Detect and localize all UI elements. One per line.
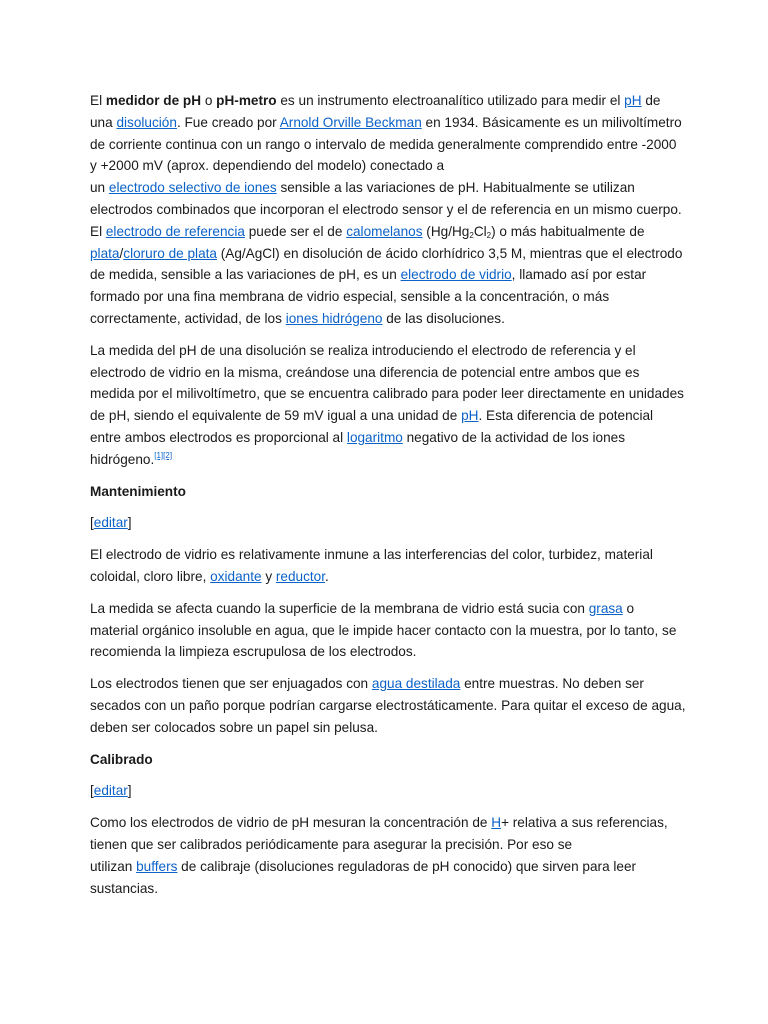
text: / <box>119 245 124 261</box>
link-oxidante[interactable]: oxidante <box>210 568 262 584</box>
text: utilizan <box>90 858 137 874</box>
text: puede ser el de <box>244 223 347 239</box>
text: El <box>90 93 106 108</box>
link-logaritmo[interactable]: logaritmo <box>346 429 403 445</box>
text: . Fue creado por <box>176 114 280 130</box>
link-cloruro-de-plata[interactable]: cloruro de plata <box>123 245 217 261</box>
link-disolucion[interactable]: disolución <box>116 114 177 130</box>
text: negativo de la actividad de los iones hidrógeno. <box>90 429 626 467</box>
link-ph[interactable]: pH <box>461 408 479 424</box>
text: un <box>90 180 109 196</box>
text: , llamado así por estar formado por una fina membrana de vidrio especial, sensible a la concentración, o más correctamente, actividad, de los <box>90 267 647 326</box>
text: . Esta diferencia de potencial entre ambos electrodos es proporcional al <box>90 408 654 445</box>
reference-1-link[interactable]: [1] <box>154 450 164 460</box>
text: (Ag/AgCl) en disolución de ácido clorhídrico 3,5 M, mientras que el electrodo de medida, sensible a las variaciones de pH, es un <box>90 245 683 283</box>
text: es un instrumento electroanalítico utilizado para medir el <box>276 93 625 108</box>
text: El electrodo de vidrio es relativamente inmune a las interferencias del color, turbidez, material coloidal, cloro libre, <box>90 547 653 584</box>
link-electrodo-de-referencia[interactable]: electrodo de referencia <box>105 223 245 239</box>
text: y <box>261 568 276 584</box>
edit-section-calibrado <box>90 780 686 802</box>
text: La medida del pH de una disolución se realiza introduciendo el electrodo de referencia y el electrodo de vidrio en la misma, creándose una diferencia de potencial entre ambos que es medida por el milivoltímetro, que se encuentra calibrado para poder leer directamente en unidades de pH, siendo el equivalente de 59 mV igual a una unidad de <box>90 342 684 424</box>
link-electrodo-de-vidrio[interactable]: electrodo de vidrio <box>400 267 512 283</box>
link-calomelanos[interactable]: calomelanos <box>346 223 423 239</box>
mantenimiento-paragraph-3 <box>90 673 686 738</box>
subscript: 2 <box>486 230 492 240</box>
calibrado-paragraph <box>90 812 686 899</box>
link-ph[interactable]: pH <box>624 93 642 108</box>
bracket: ] <box>127 783 132 799</box>
term-medidor-de-ph: medidor de pH <box>105 93 202 108</box>
term-ph-metro: pH-metro <box>216 93 277 108</box>
link-agua-destilada[interactable]: agua destilada <box>371 676 461 692</box>
text: o material orgánico insoluble en agua, que le impide hacer contacto con la muestra, por lo tanto, se recomienda la limpieza escrupulosa de los electrodos. <box>90 600 677 660</box>
reference-2-link[interactable]: [2] <box>163 450 173 460</box>
text: de las disoluciones. <box>382 310 505 326</box>
text: de calibraje (disoluciones reguladoras de pH conocido) que sirven para leer sustancias. <box>90 858 637 896</box>
bracket: ] <box>127 515 132 531</box>
article-body <box>90 90 686 909</box>
link-plata[interactable]: plata <box>90 245 120 261</box>
text: ) o más habitualmente de <box>491 223 645 239</box>
bracket: [ <box>90 783 94 799</box>
intro-paragraph <box>90 90 686 330</box>
link-buffers[interactable]: buffers <box>136 858 178 874</box>
text: en 1934. Básicamente es un milivoltímetro de corriente continua con un rango o intervalo de medida generalmente comprendido entre -2000 y +2000 mV (aprox. dependiendo del modelo) conectado a <box>90 114 682 174</box>
link-electrodo-selectivo-de-iones[interactable]: electrodo selectivo de iones <box>108 180 277 196</box>
edit-link-calibrado[interactable]: editar <box>93 783 128 799</box>
text: (Hg/Hg <box>422 223 470 239</box>
link-arnold-orville-beckman[interactable]: Arnold Orville Beckman <box>279 114 422 130</box>
text: entre muestras. No deben ser secados con un paño porque podrían cargarse electrostáticamente. Para quitar el exceso de agua, deben ser colocados sobre un papel sin pelusa. <box>90 676 686 735</box>
text: La medida se afecta cuando la superficie de la membrana de vidrio está sucia con <box>90 600 589 616</box>
text: Cl <box>473 223 487 239</box>
edit-section-mantenimiento <box>90 512 686 534</box>
link-iones-hidrogeno[interactable]: iones hidrógeno <box>285 310 383 326</box>
text: Como los electrodos de vidrio de pH mesuran la concentración de <box>90 815 492 831</box>
subscript: 2 <box>469 230 474 240</box>
section-heading-mantenimiento: Mantenimiento <box>90 483 186 499</box>
text: o <box>201 93 217 108</box>
edit-link-mantenimiento[interactable]: editar <box>93 515 128 531</box>
text: de una <box>90 93 661 130</box>
text: Los electrodos tienen que ser enjuagados con <box>90 676 372 692</box>
mantenimiento-paragraph-2 <box>90 598 686 663</box>
link-grasa[interactable]: grasa <box>588 600 623 616</box>
text: sensible a las variaciones de pH. Habitualmente se utilizan electrodos combinados que incorporan el electrodo sensor y el de referencia en un mismo cuerpo. El <box>90 180 682 239</box>
section-heading-calibrado: Calibrado <box>90 751 153 767</box>
text: . <box>325 568 329 584</box>
measurement-paragraph <box>90 340 686 471</box>
bracket: [ <box>90 515 94 531</box>
mantenimiento-paragraph-1 <box>90 544 686 588</box>
link-reductor[interactable]: reductor <box>275 568 326 584</box>
link-h[interactable]: H <box>491 815 502 831</box>
text: + relativa a sus referencias, tienen que ser calibrados periódicamente para asegurar la precisión. Por eso se <box>90 815 668 852</box>
